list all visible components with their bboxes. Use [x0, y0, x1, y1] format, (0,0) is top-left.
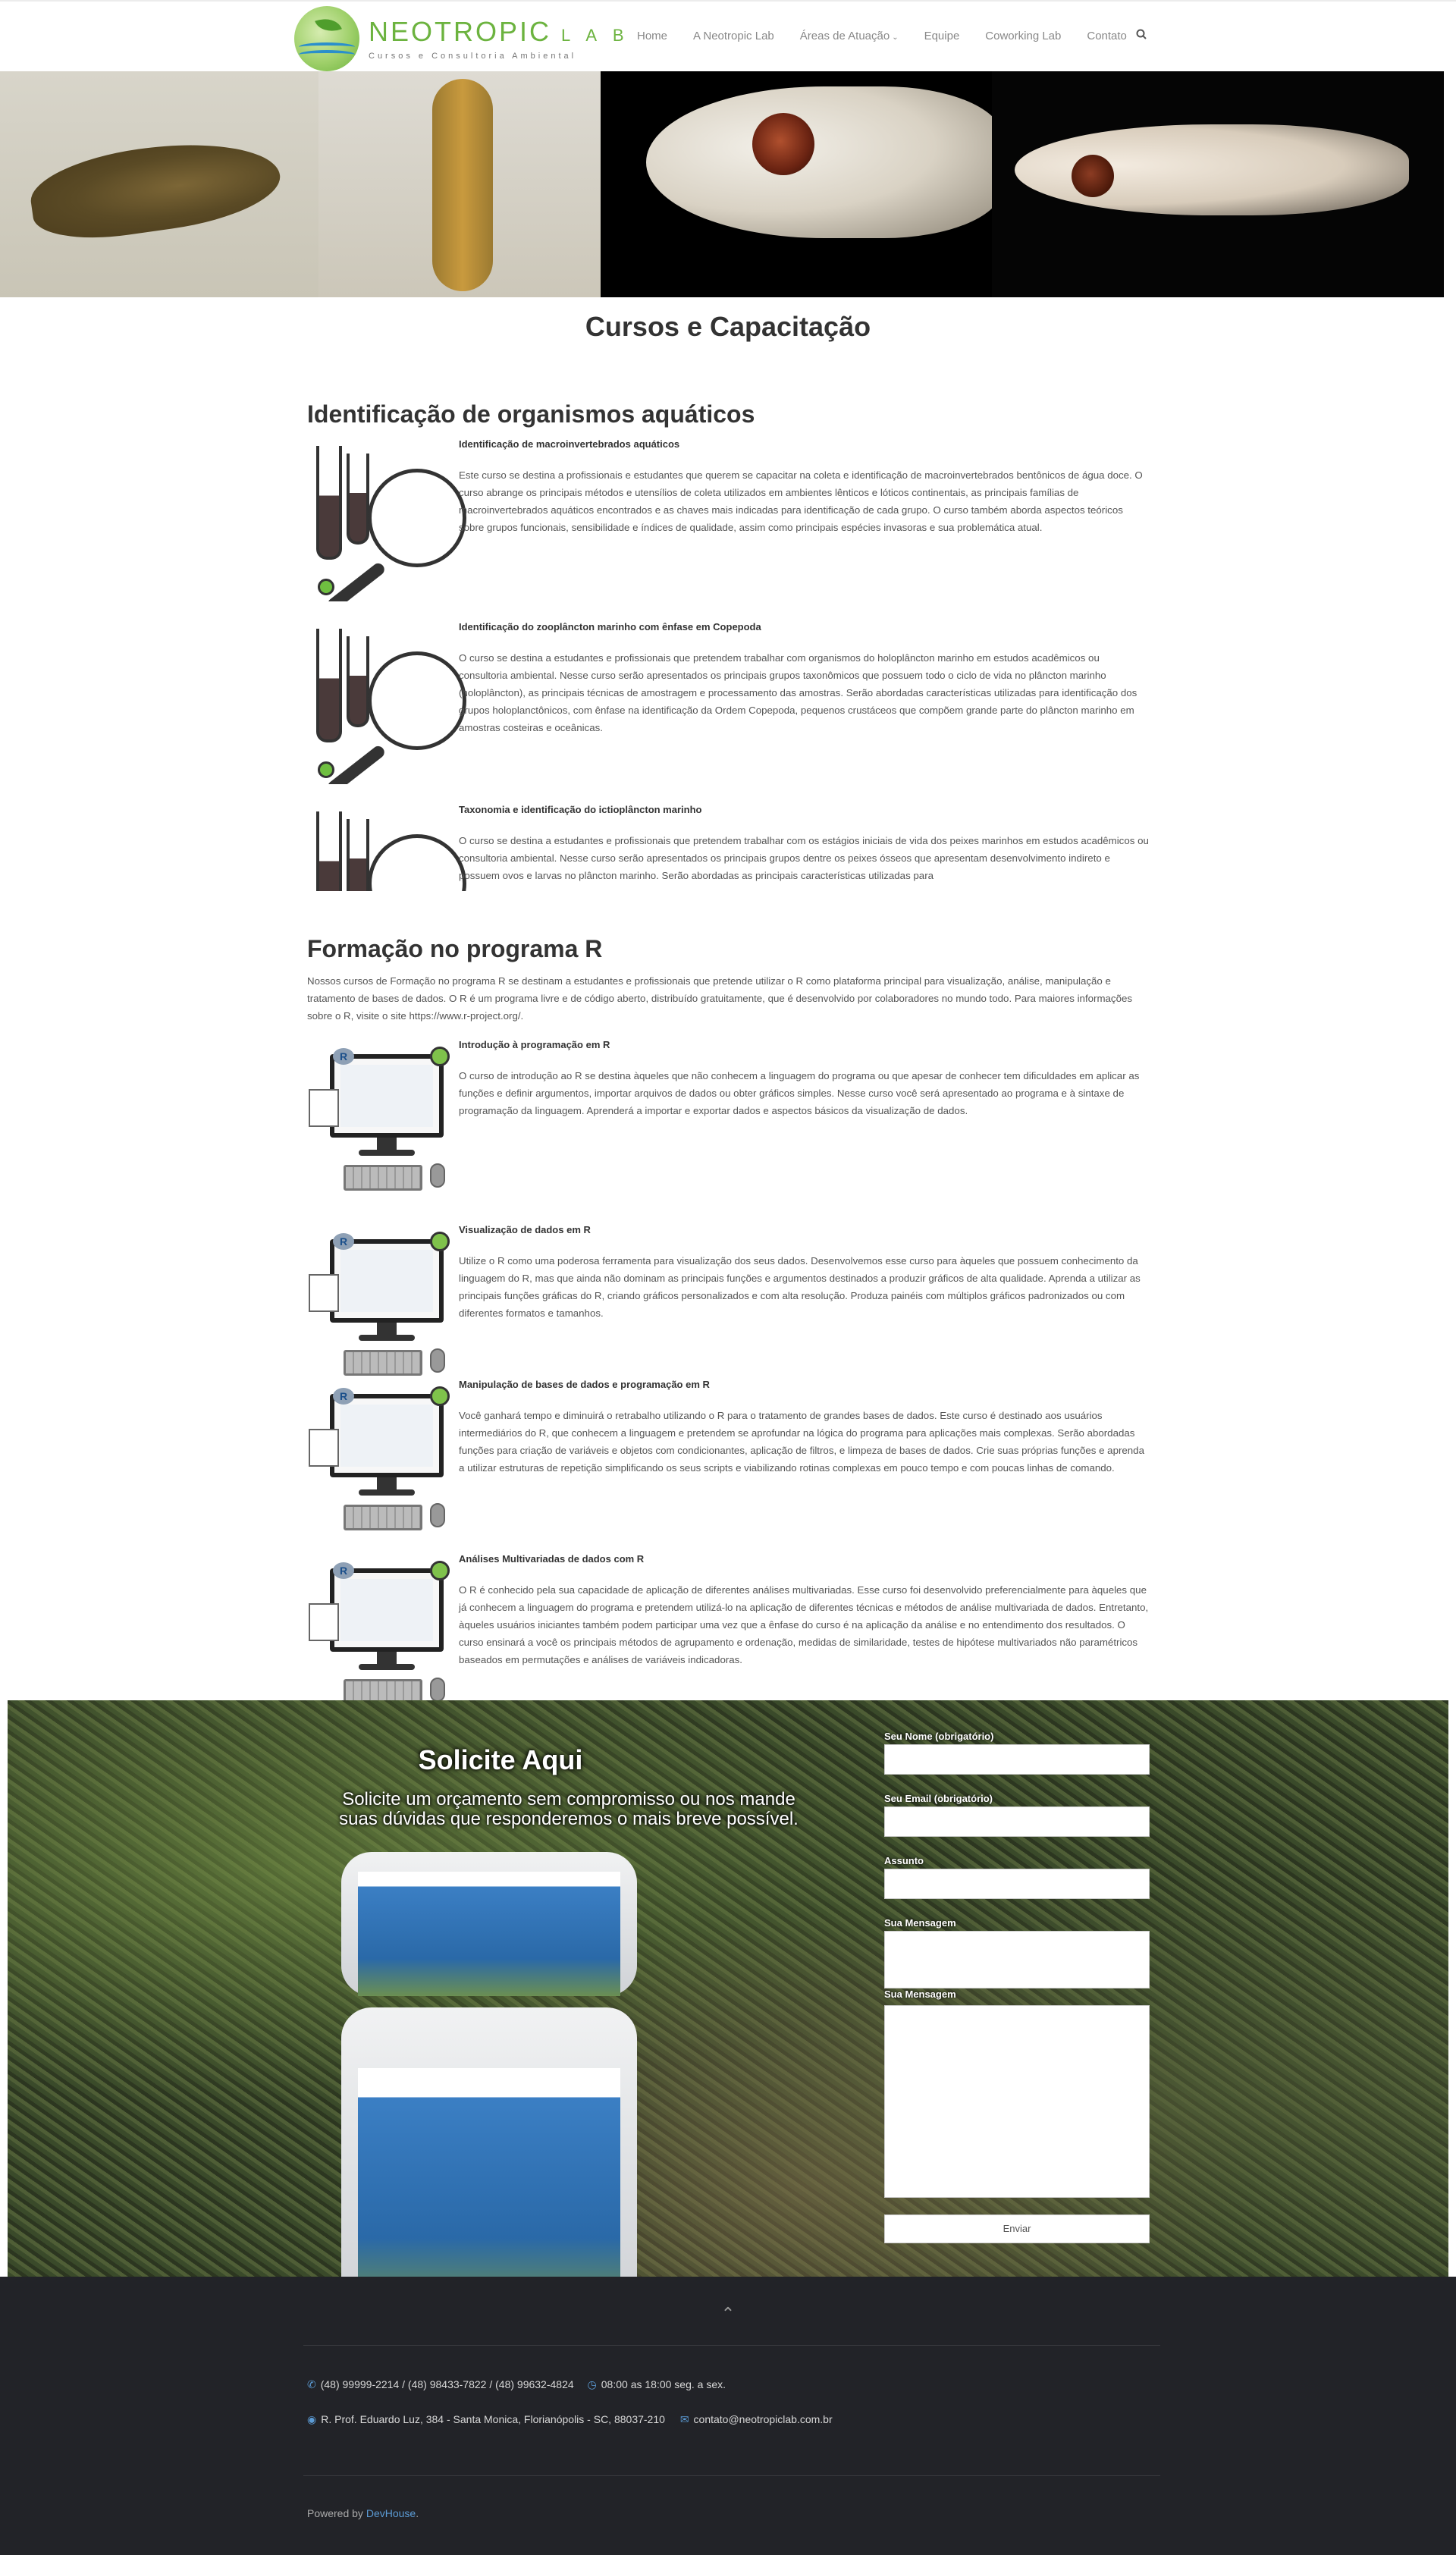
powered-by — [307, 2507, 419, 2519]
contact-subtitle: Solicite um orçamento sem compromisso ou nos mande suas dúvidas que responderemos o mais breve possível. — [339, 1789, 799, 1829]
computer-r-icon: R — [307, 1383, 451, 1535]
logo-name: NEOTROPIC L A B — [369, 15, 630, 47]
site-footer — [0, 2277, 1456, 2555]
nav-areas[interactable] — [800, 30, 899, 42]
nav-contato[interactable]: Contato — [1087, 30, 1127, 42]
logo-mark-icon — [294, 6, 359, 71]
footer-divider — [303, 2475, 1160, 2476]
course-description: O curso de introdução ao R se destina àqueles que não conhecem a linguagem do programa ou que apesar de conhecer tem dificuldades em aplicar as funções e definir argumentos, importar arquivos de dados ou obter gráficos simples. Nesse curso você será apresentado ao programa e à sintaxe de programação da linguagem. Aprenderá a importar e exportar dados e aspectos básicos da visualização de dados. — [459, 1070, 1140, 1116]
powered-prefix: Powered by — [307, 2507, 366, 2519]
section-title-r: Formação no programa R — [307, 935, 603, 962]
footer-contact-row — [307, 2378, 726, 2391]
message-label-repeat: Sua Mensagem — [884, 1988, 956, 2000]
computer-r-icon: R — [307, 1044, 451, 1195]
submit-button[interactable]: Enviar — [884, 2214, 1150, 2243]
computer-r-icon: R — [307, 1558, 451, 1709]
course-description: O curso se destina a estudantes e profissionais que pretendem trabalhar com os estágios iniciais de vida dos peixes marinhos em estudos acadêmicos ou consultoria ambiental. Nesse curso serão apresentados os principais grupos dentre os peixes ósseos que apresentam desenvolvimento indireto e possuem ovos e larvas no plâncton marinho. Serão abordadas as principais características utilizadas para — [459, 835, 1149, 881]
hero-image-shrimp — [0, 71, 318, 297]
page-title: Cursos e Capacitação — [585, 311, 871, 342]
search-icon[interactable] — [1136, 29, 1147, 43]
phone-image — [341, 1852, 637, 1996]
name-field[interactable] — [884, 1744, 1150, 1775]
chevron-down-icon: ⌄ — [892, 33, 899, 42]
computer-r-icon: R — [307, 1229, 451, 1380]
message-label: Sua Mensagem — [884, 1917, 956, 1929]
logo[interactable] — [294, 6, 630, 71]
site-header — [0, 0, 1456, 71]
name-label: Seu Nome (obrigatório) — [884, 1731, 994, 1742]
scroll-top-icon[interactable]: ⌃ — [720, 2304, 736, 2323]
section-title-aquaticos: Identificação de organismos aquáticos — [307, 400, 755, 428]
phone-icon: ✆ — [307, 2378, 316, 2390]
message-field[interactable] — [884, 1931, 1150, 1988]
contact-title: Solicite Aqui — [418, 1744, 583, 1775]
lab-magnifier-icon — [307, 811, 451, 891]
footer-email[interactable]: contato@neotropiclab.com.br — [693, 2413, 833, 2425]
contact-section — [8, 1700, 1448, 2277]
course-title: Introdução à programação em R — [459, 1039, 610, 1050]
course-title: Taxonomia e identificação do ictioplâncton marinho — [459, 804, 702, 815]
nav-coworking[interactable]: Coworking Lab — [985, 30, 1062, 42]
course-zooplancton — [307, 621, 1149, 784]
course-title: Visualização de dados em R — [459, 1224, 591, 1235]
phone-image — [341, 2007, 637, 2277]
footer-address-row — [307, 2413, 833, 2426]
course-manipulacao-r — [307, 1379, 1149, 1542]
course-macroinvertebrados — [307, 438, 1149, 601]
subject-field[interactable] — [884, 1869, 1150, 1899]
course-title: Manipulação de bases de dados e programação em R — [459, 1379, 710, 1390]
nav-areas-label: Áreas de Atuação — [799, 30, 890, 42]
course-title: Identificação de macroinvertebrados aquáticos — [459, 438, 680, 450]
course-visualizacao-r — [307, 1224, 1149, 1387]
footer-divider — [303, 2345, 1160, 2346]
hero-image-fish-larva-2 — [992, 71, 1444, 297]
course-description: Utilize o R como uma poderosa ferramenta para visualização dos seus dados. Desenvolvemos esse curso para àqueles que possuem conhecimento da linguagem do R, mas que ainda não dominam as principais funções e argumentos destinados a produzir gráficos de alta qualidade. Aprenda a utilizar as principais funções gráficas do R, criando gráficos personalizados e com alta resolução. Produza painéis com múltiplos gráficos padronizados ou com diferentes formatos e tamanhos. — [459, 1255, 1141, 1319]
course-title: Identificação do zooplâncton marinho com ênfase em Copepoda — [459, 621, 761, 632]
lab-magnifier-icon — [307, 446, 451, 598]
footer-hours: 08:00 as 18:00 seg. a sex. — [601, 2378, 726, 2390]
nav-equipe[interactable]: Equipe — [924, 30, 960, 42]
course-ictioplancton — [307, 804, 1149, 891]
message-textarea[interactable] — [884, 2005, 1150, 2198]
email-field[interactable] — [884, 1806, 1150, 1837]
hero-banner — [0, 71, 1444, 297]
contact-form — [884, 1731, 1150, 2243]
nav-home[interactable]: Home — [637, 30, 668, 42]
hero-image-fish-larva — [601, 71, 992, 297]
main-nav — [637, 29, 1147, 43]
nav-neotropic-lab[interactable]: A Neotropic Lab — [693, 30, 774, 42]
location-icon: ◉ — [307, 2413, 317, 2425]
powered-suffix: . — [416, 2507, 419, 2519]
email-icon: ✉ — [679, 2413, 689, 2425]
section-r-intro: Nossos cursos de Formação no programa R se destinam a estudantes e profissionais que pretende utilizar o R como plataforma principal para visualização, análise, manipulação e tratamento de bases de dados. O R é um programa livre e de código aberto, distribuído gratuitamente, que é desenvolvido por colaboradores no mundo todo. Para maiores informações sobre o R, visite o site https://www.r-project.org/. — [307, 975, 1133, 1022]
course-description: Você ganhará tempo e diminuirá o retrabalho utilizando o R para o tratamento de grandes bases de dados. Este curso é destinado aos usuários intermediários do R, que conhecem a linguagem e pretendem se aprofundar na lógica do programa para aplicações mais complexas. Serão abordadas funções para criação de variáveis e objetos com condicionantes, aplicação de filtros, e limpeza de bases de dados. Crie suas próprias funções e aprenda a utilizar estruturas de repetição simplificando os seus scripts e viabilizando rotinas complexas em pouco tempo e com poucas linhas de comando. — [459, 1410, 1144, 1474]
logo-name-suffix: L A B — [561, 25, 630, 45]
devhouse-link[interactable]: DevHouse — [366, 2507, 416, 2519]
course-description: Este curso se destina a profissionais e estudantes que querem se capacitar na coleta e identificação de macroinvertebrados bentônicos de água doce. O curso abrange os principais métodos e utensílios de coleta utilizados em ambientes lênticos e lóticos continentais, as principais famílias de macroinvertebrados aquáticos encontrados e as chaves mais indicadas para identificação de cada grupo. O curso também aborda aspectos teóricos sobre grupos funcionais, sensibilidade e índices de qualidade, assim como principais espécies invasoras e sua problemática atual. — [459, 469, 1143, 533]
course-title: Análises Multivariadas de dados com R — [459, 1553, 645, 1565]
clock-icon: ◷ — [587, 2378, 597, 2390]
subject-label: Assunto — [884, 1855, 924, 1866]
logo-tagline: Cursos e Consultoria Ambiental — [369, 51, 577, 61]
lab-magnifier-icon — [307, 629, 451, 780]
footer-phones: (48) 99999-2214 / (48) 98433-7822 / (48) 99632-4824 — [320, 2378, 574, 2390]
course-description: O R é conhecido pela sua capacidade de aplicação de diferentes análises multivariadas. Esse curso foi desenvolvido preferencialmente para àqueles que já conhecem a linguagem do programa e pretendem utilizá-lo na aplicação de diferentes técnicas e métodos de análise multivariada de dados. Entretanto, àqueles usuários iniciantes também podem participar uma vez que a ênfase do curso é na aplicação da análise e no entendimento dos resultados. O curso ensinará a você os principais métodos de agrupamento e ordenação, medidas de similaridade, testes de hipótese multivariados não paramétricos baseados em permutações e análises de variáveis indicadoras. — [459, 1584, 1149, 1665]
hero-image-larva — [318, 71, 601, 297]
course-multivariadas-r — [307, 1553, 1149, 1716]
course-description: O curso se destina a estudantes e profissionais que pretendem trabalhar com organismos do holoplâncton marinho em estudos acadêmicos ou consultoria ambiental. Nesse curso serão apresentados os principais grupos taxonômicos que possuem todo o ciclo de vida no plâncton marinho (holoplâncton), as principais técnicas de amostragem e processamento das amostras. Serão abordadas características utilizadas para identificação dos grupos holoplanctônicos, com ênfase na identificação da Ordem Copepoda, pequenos crustáceos que compõem grande parte do plâncton marinho em amostras costeiras e oceânicas. — [459, 652, 1138, 733]
footer-address: R. Prof. Eduardo Luz, 384 - Santa Monica, Florianópolis - SC, 88037-210 — [321, 2413, 665, 2425]
email-label: Seu Email (obrigatório) — [884, 1793, 993, 1804]
course-intro-r — [307, 1039, 1149, 1202]
